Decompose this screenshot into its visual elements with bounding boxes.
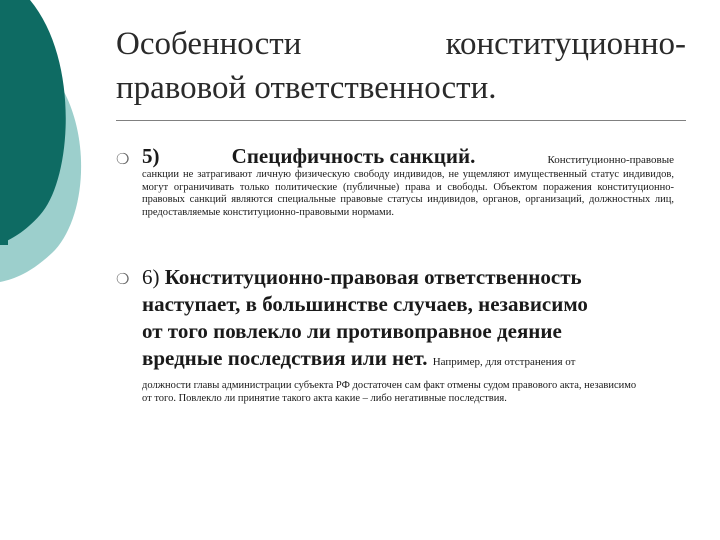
decorative-teal-shapes	[0, 0, 110, 540]
title-word-1: Особенности	[116, 26, 302, 62]
item6-inline-text: Например, для отстранения от	[432, 356, 576, 368]
item6-heading-line-3: от того повлекло ли противоправное деяние	[142, 319, 562, 343]
list-item-5	[142, 144, 674, 219]
item5-number: 5)	[142, 144, 160, 168]
item6-heading-line-2: наступает, в большинстве случаев, независимо	[142, 292, 588, 316]
item5-header	[142, 144, 674, 169]
item6-heading-1: Конституционно-правовая ответственность	[164, 265, 582, 289]
title-line-2: правовой ответственности.	[116, 70, 497, 106]
item6-heading-line-1	[142, 264, 674, 291]
item5-inline-text: Конституционно-правовые	[547, 154, 674, 166]
item6-body: должности главы администрации субъекта РФ достаточен сам факт отмены судом правового акта, независимо от того. Повлекло ли принятие такого акта какие – либо негативные последствия.	[142, 380, 637, 404]
title-divider	[116, 120, 686, 121]
item5-heading: Специфичность санкций.	[231, 144, 476, 168]
item6-heading-line-4	[142, 345, 674, 376]
item6-heading-4: вредные последствия или нет.	[142, 346, 428, 370]
title-word-2: конституционно-	[445, 26, 686, 62]
item5-body: санкции не затрагивают личную физическую свободу индивидов, не ущемляют имущественный статус индивидов, могут ограничивать только политические (публичные) права и свободы. Объектом поражения конституционно-правовых санкций являются специальные правовые статусы индивидов, органов, организаций, должностных лиц, предоставляемые конституционно-правовыми нормами.	[142, 169, 674, 218]
bullet-icon-5: ❍	[116, 152, 130, 168]
bullet-icon-6: ❍	[116, 272, 130, 288]
item6-number: 6)	[142, 265, 160, 289]
slide-title	[116, 22, 686, 110]
list-item-6	[142, 264, 674, 405]
